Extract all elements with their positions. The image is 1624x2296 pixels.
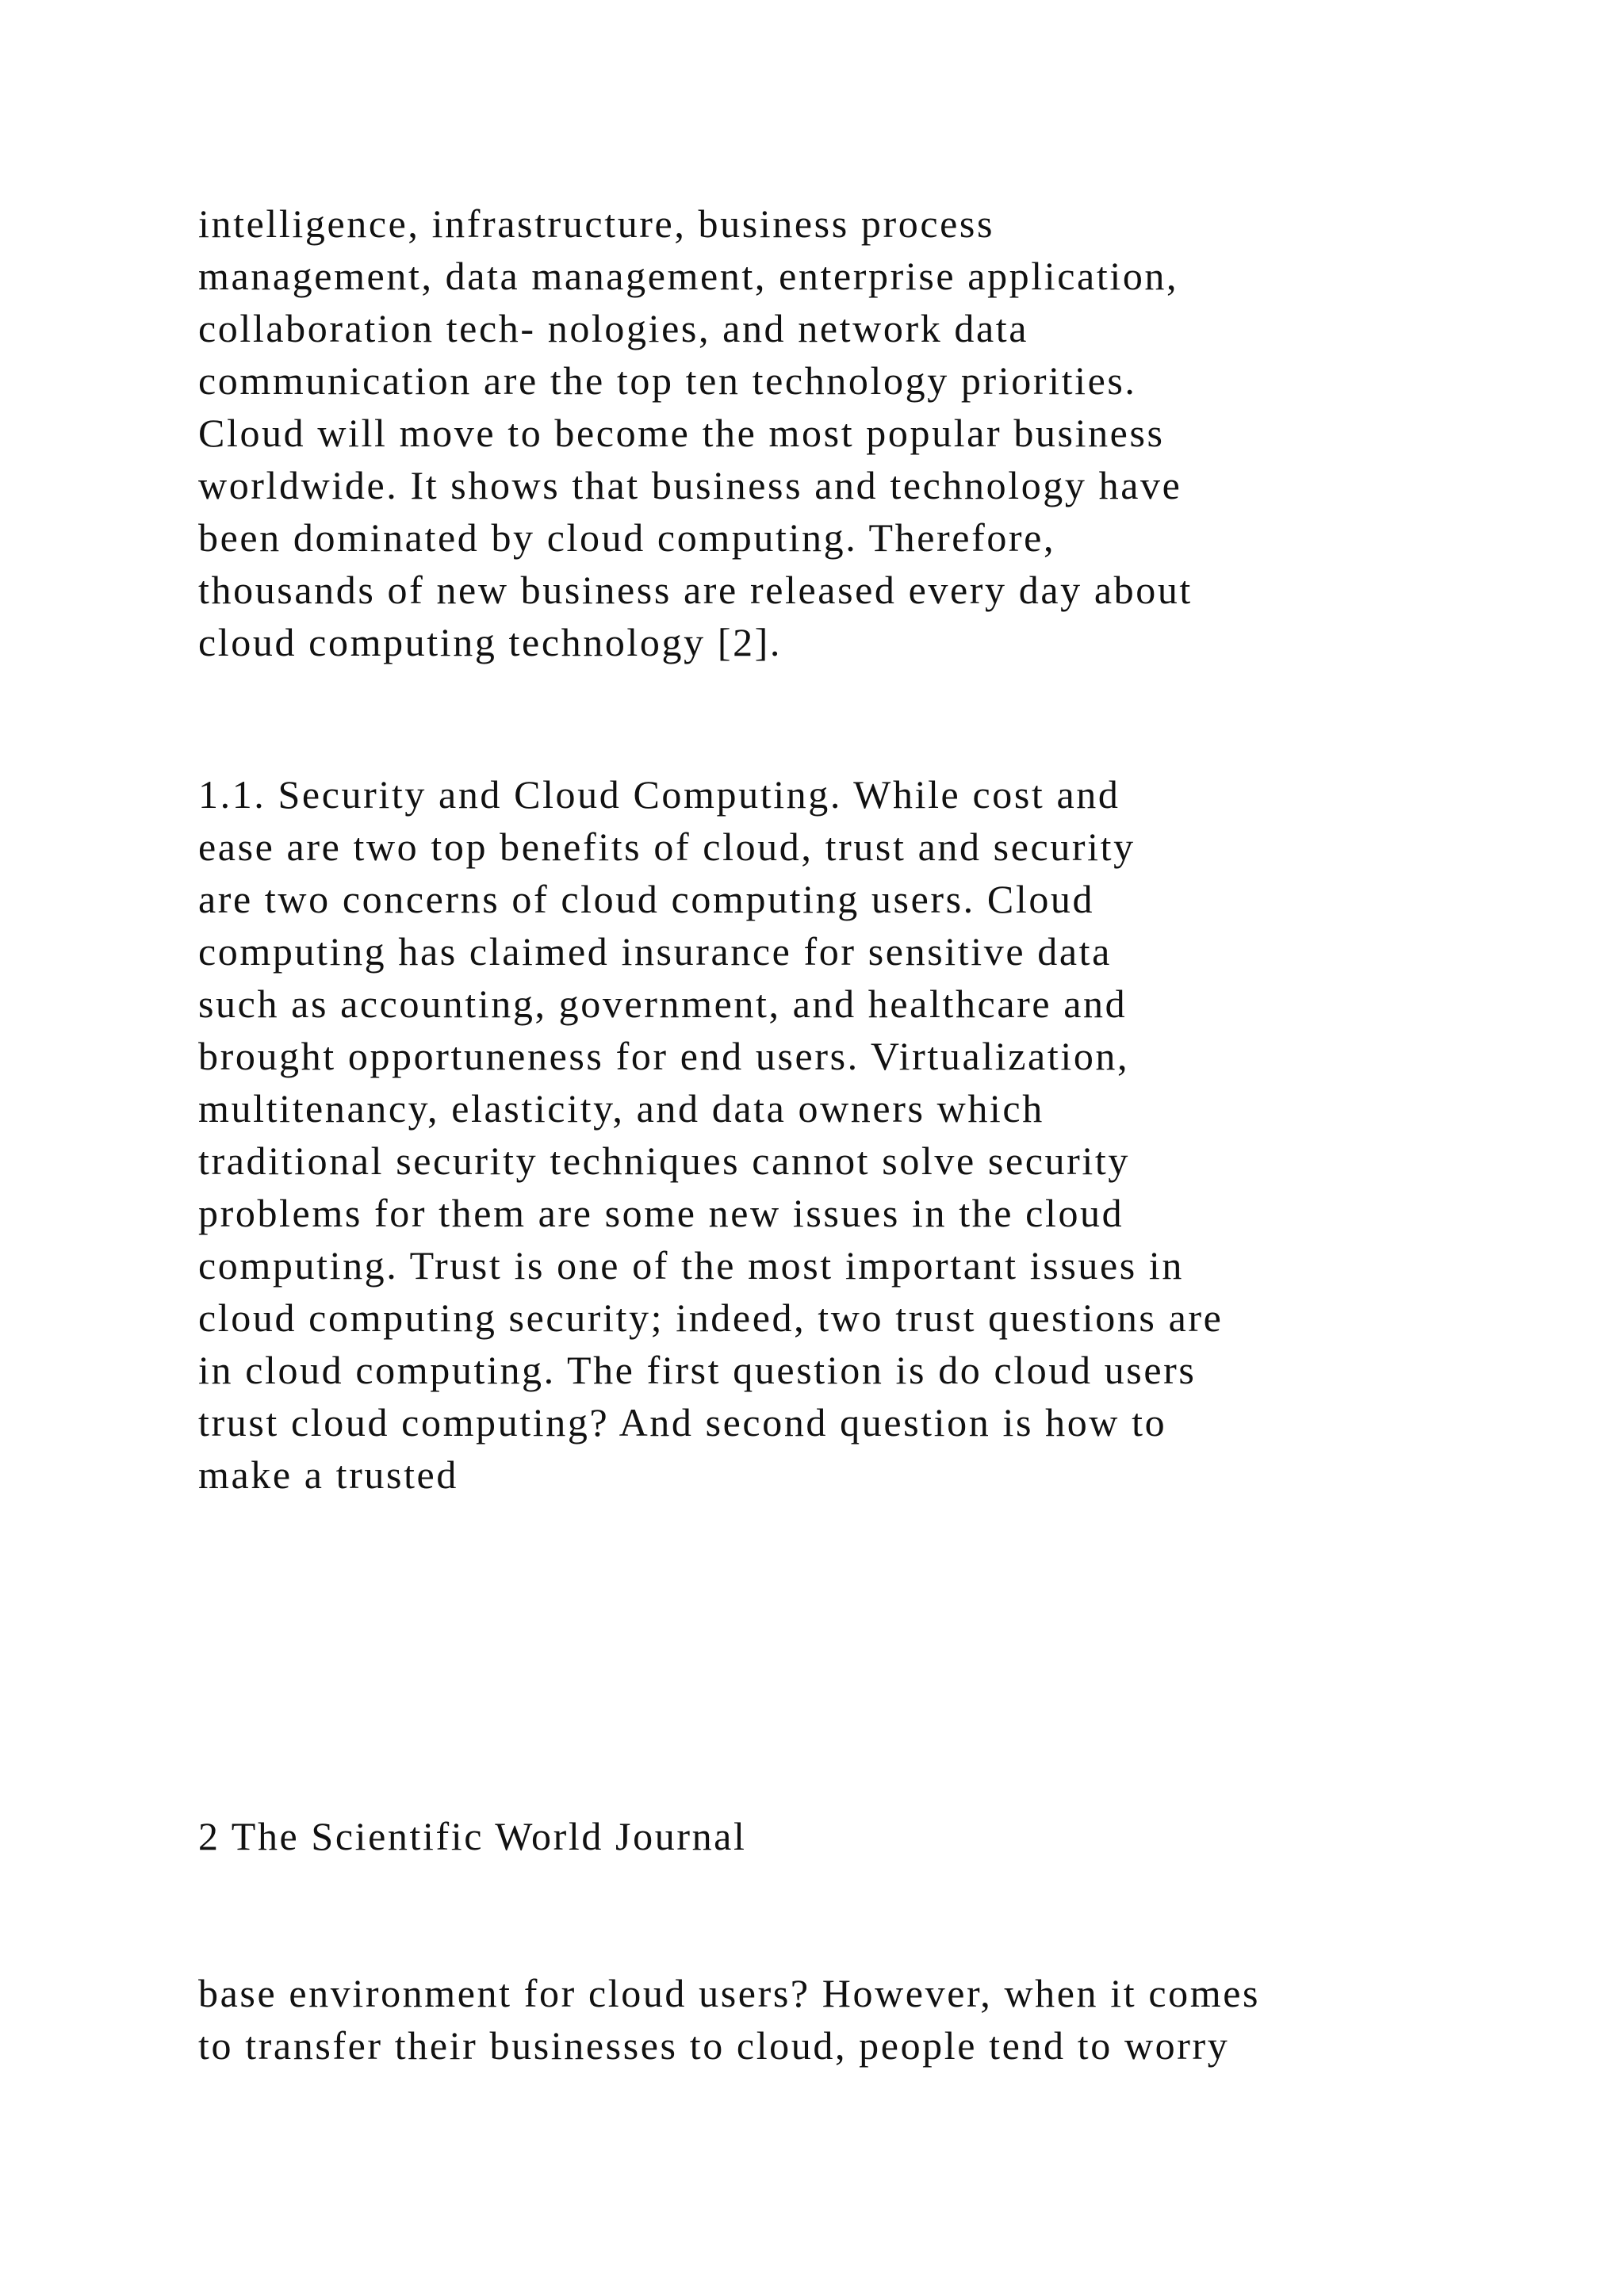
running-header-text: 2 The Scientific World Journal [198,1814,747,1858]
text-line: Cloud will move to become the most popular business [198,411,1165,455]
text-line: computing has claimed insurance for sensitive data [198,929,1112,974]
text-line: computing. Trust is one of the most important issues in [198,1243,1185,1288]
running-header [198,1810,746,1862]
text-line: worldwide. It shows that business and technology have [198,463,1182,507]
text-line: trust cloud computing? And second question is how to [198,1400,1167,1445]
text-line: intelligence, infrastructure, business process [198,201,995,246]
text-line: cloud computing technology [2]. [198,620,783,664]
text-line: such as accounting, government, and healthcare and [198,982,1128,1026]
text-line: cloud computing security; indeed, two trust questions are [198,1295,1224,1340]
paragraph-top-technology-priorities [198,197,1193,668]
text-line: to transfer their businesses to cloud, people tend to worry [198,2023,1230,2068]
paragraph-security-and-cloud-computing [198,768,1223,1501]
text-line: thousands of new business are released every day about [198,568,1193,612]
text-line: ease are two top benefits of cloud, trust and security [198,825,1136,869]
text-line: problems for them are some new issues in the cloud [198,1191,1124,1235]
text-line: multitenancy, elasticity, and data owners which [198,1086,1044,1131]
text-line: management, data management, enterprise application, [198,254,1179,298]
text-line: collaboration tech- nologies, and network data [198,306,1029,350]
text-line: brought opportuneness for end users. Virtualization, [198,1034,1130,1078]
text-line: base environment for cloud users? However, when it comes [198,1971,1261,2015]
paragraph-base-environment [198,1967,1260,2072]
text-line: communication are the top ten technology priorities. [198,358,1137,403]
text-line: traditional security techniques cannot solve security [198,1138,1130,1183]
text-line: make a trusted [198,1452,458,1497]
text-line: been dominated by cloud computing. Therefore, [198,515,1056,560]
text-line: 1.1. Security and Cloud Computing. While cost and [198,772,1120,817]
text-line: are two concerns of cloud computing users. Cloud [198,877,1095,921]
text-line: in cloud computing. The first question is do cloud users [198,1348,1197,1392]
